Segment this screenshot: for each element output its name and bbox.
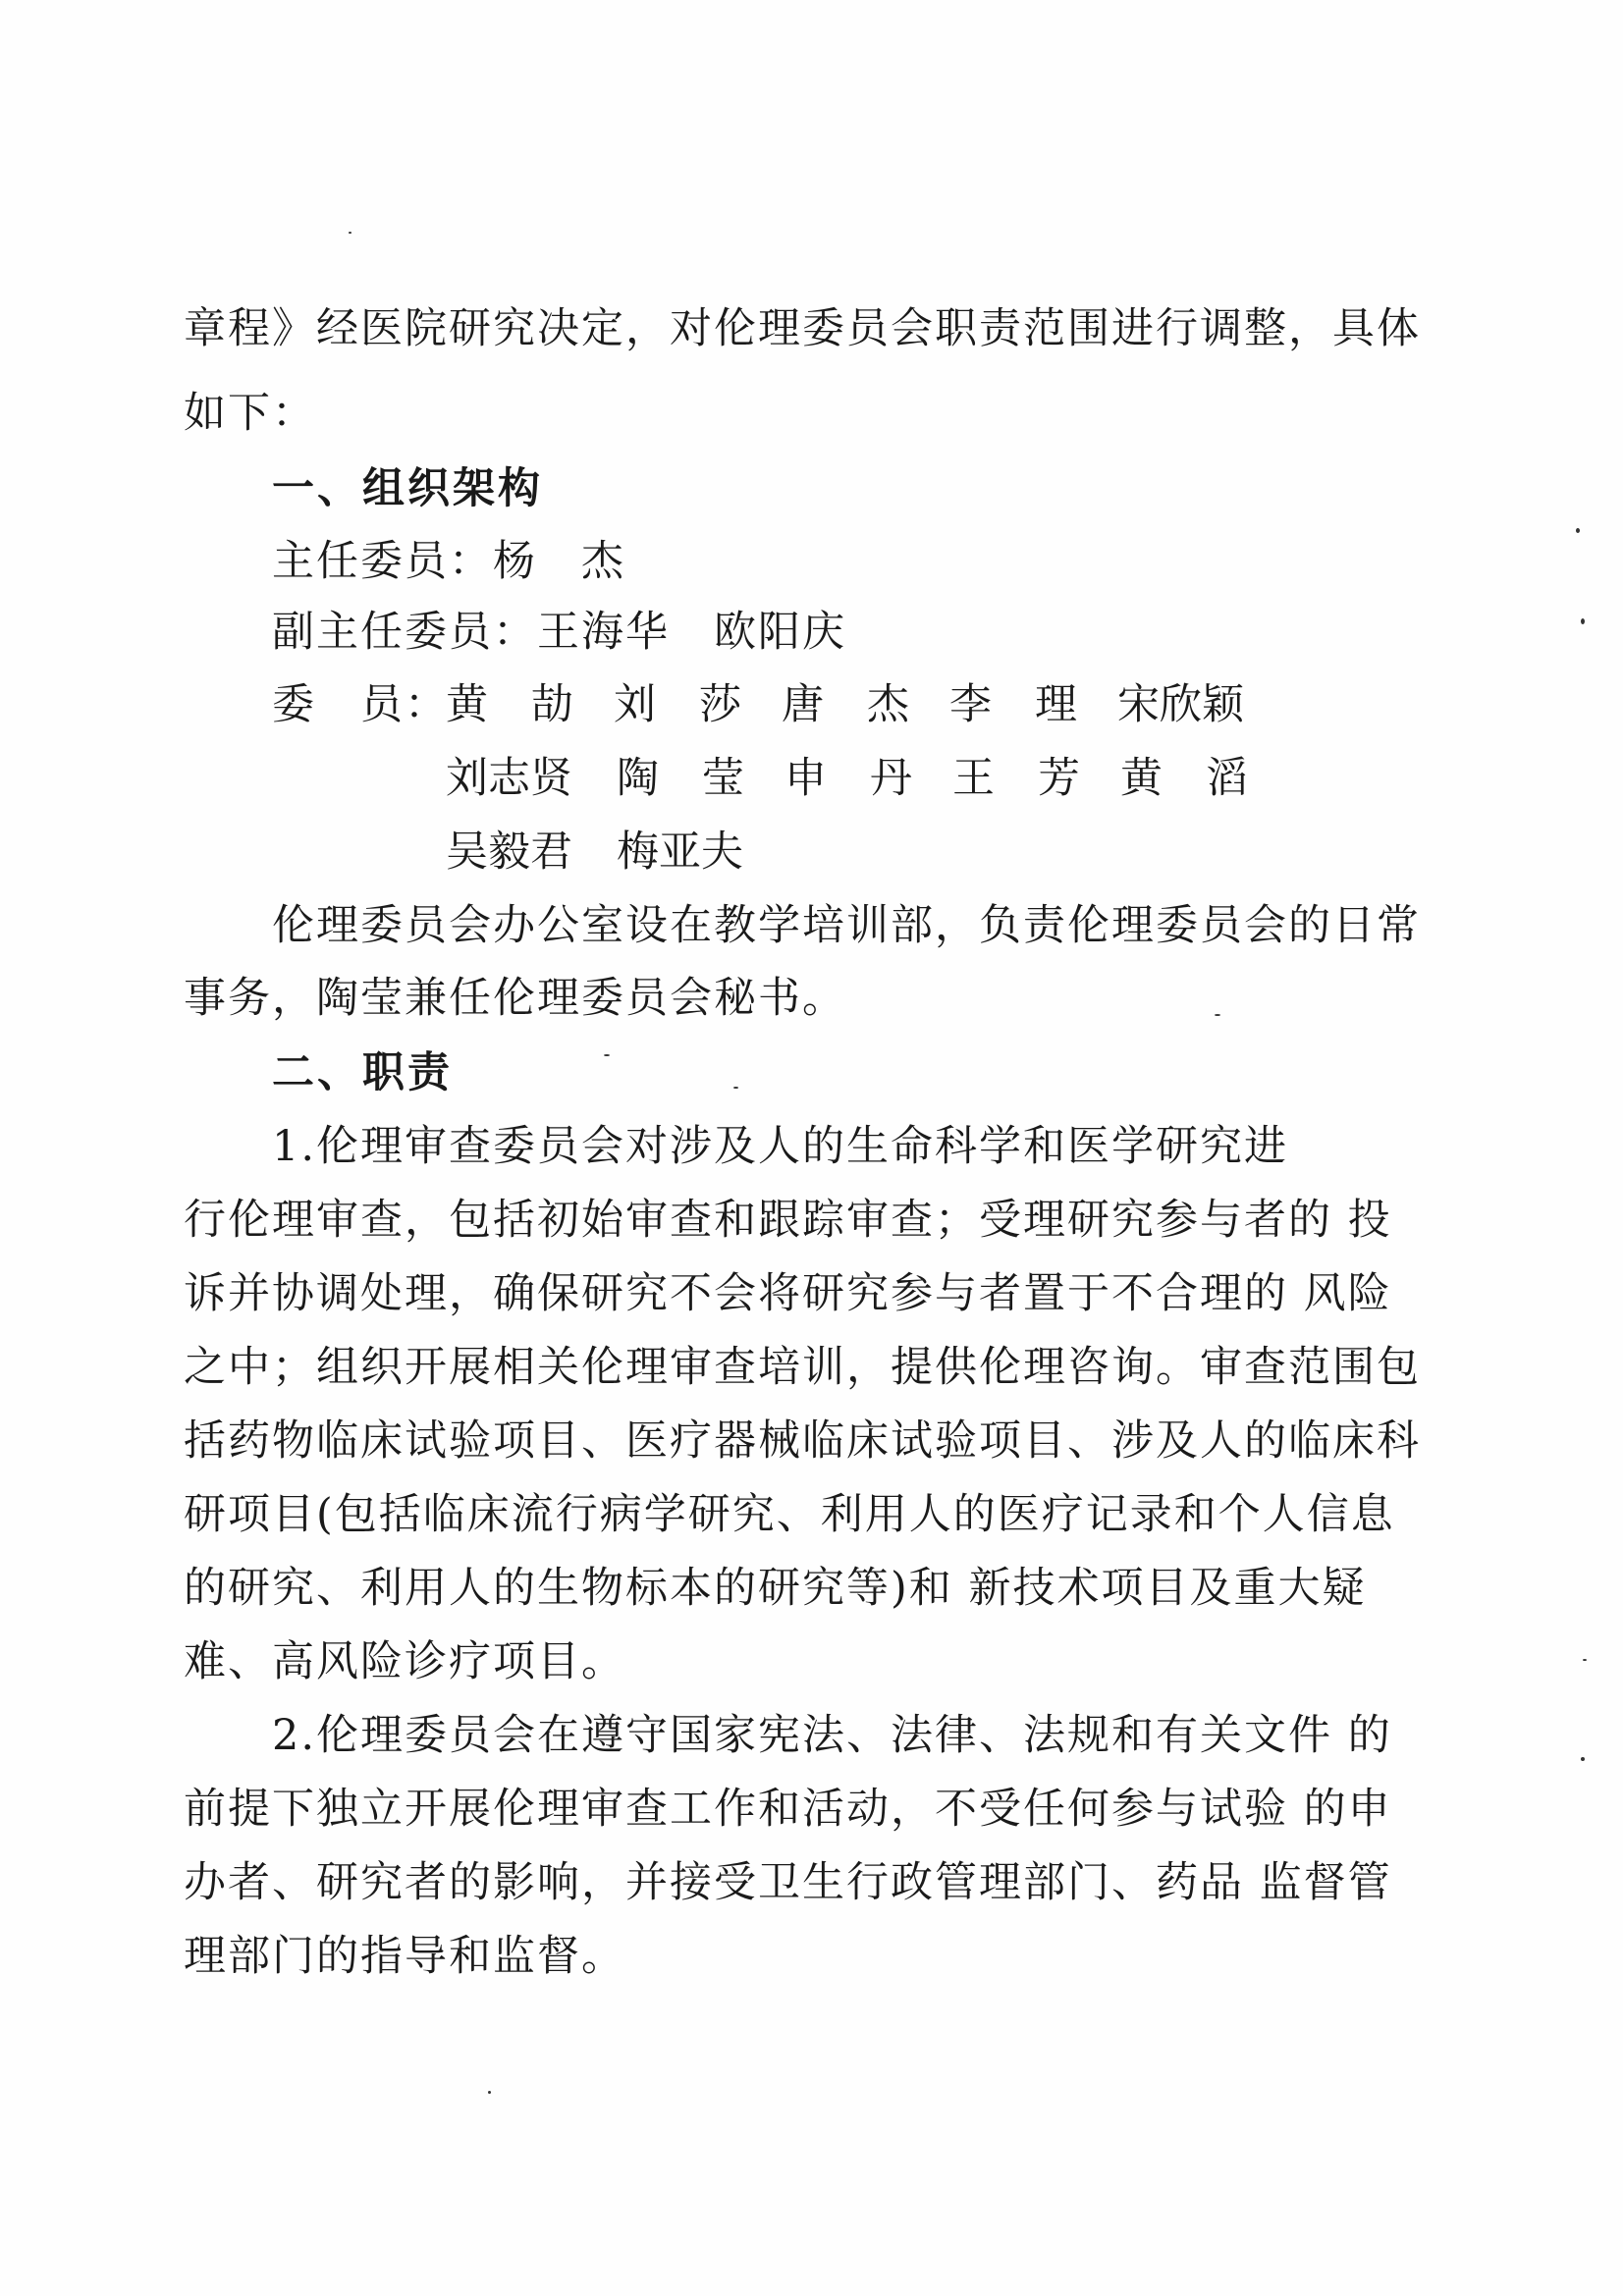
duty-2-line-2: 前提下独立开展伦理审查工作和活动，不受任何参与试验 的申 (184, 1785, 1392, 1834)
member-name: 李理 (949, 680, 1120, 729)
duty-1-line-6: 研项目(包括临床流行病学研究、利用人的医疗记录和个人信息 (184, 1490, 1395, 1539)
duty-1-line-7: 的研究、利用人的生物标本的研究等)和 新技术项目及重大疑 (184, 1564, 1367, 1613)
director-line: 主任委员：杨 杰 (272, 537, 625, 586)
scan-speck (1215, 1014, 1220, 1016)
member-name: 吴毅君 (446, 828, 572, 877)
scan-speck (1581, 618, 1585, 624)
scan-speck (1583, 1659, 1587, 1661)
deputy-director-line: 副主任委员：王海华 欧阳庆 (272, 608, 846, 657)
duty-2-line-3: 办者、研究者的影响，并接受卫生行政管理部门、药品 监督管 (184, 1858, 1392, 1907)
scan-speck (349, 232, 352, 234)
section-heading-duties: 二、职责 (272, 1048, 453, 1097)
member-name: 刘志贤 (446, 754, 572, 803)
member-name: 唐杰 (782, 680, 952, 729)
member-name: 王芳 (952, 754, 1123, 803)
duty-1-line-8: 难、高风险诊疗项目。 (184, 1637, 625, 1686)
duty-1-line-1: 1.伦理审查委员会对涉及人的生命科学和医学研究进 (272, 1122, 1289, 1171)
scan-speck (1581, 1757, 1585, 1761)
scan-speck (604, 1054, 610, 1056)
member-name: 宋欣颖 (1117, 680, 1244, 729)
duty-1-line-4: 之中；组织开展相关伦理审查培训，提供伦理咨询。审查范围包 (184, 1343, 1421, 1392)
member-name: 黄滔 (1120, 754, 1291, 803)
scan-speck (488, 2091, 491, 2094)
members-row-1 (446, 675, 1284, 734)
member-name: 梅亚夫 (617, 828, 743, 877)
duty-2-line-1: 2.伦理委员会在遵守国家宪法、法律、法规和有关文件 的 (272, 1711, 1392, 1760)
duty-1-line-5: 括药物临床试验项目、医疗器械临床试验项目、涉及人的临床科 (184, 1416, 1421, 1466)
scan-speck (1576, 528, 1580, 533)
office-line-2: 事务，陶莹兼任伦理委员会秘书。 (184, 974, 846, 1023)
scan-speck (733, 1087, 738, 1089)
members-row-2 (446, 749, 1291, 808)
duty-1-line-3: 诉并协调处理，确保研究不会将研究参与者置于不合理的 风险 (184, 1269, 1392, 1318)
section-heading-organization: 一、组织架构 (272, 464, 543, 513)
member-name: 申丹 (784, 754, 955, 803)
paragraph-line-2: 如下： (184, 389, 316, 438)
paragraph-line-1: 章程》经医院研究决定，对伦理委员会职责范围进行调整，具体 (184, 304, 1421, 353)
members-row-3 (446, 823, 784, 881)
member-name: 刘莎 (614, 680, 784, 729)
member-name: 陶莹 (617, 754, 787, 803)
members-label: 委 员： (272, 680, 449, 729)
office-line-1: 伦理委员会办公室设在教学培训部，负责伦理委员会的日常 (272, 901, 1421, 950)
member-name: 黄劼 (446, 680, 617, 729)
duty-1-line-2: 行伦理审查，包括初始审查和跟踪审查；受理研究参与者的 投 (184, 1196, 1392, 1245)
duty-2-line-4: 理部门的指导和监督。 (184, 1932, 625, 1981)
